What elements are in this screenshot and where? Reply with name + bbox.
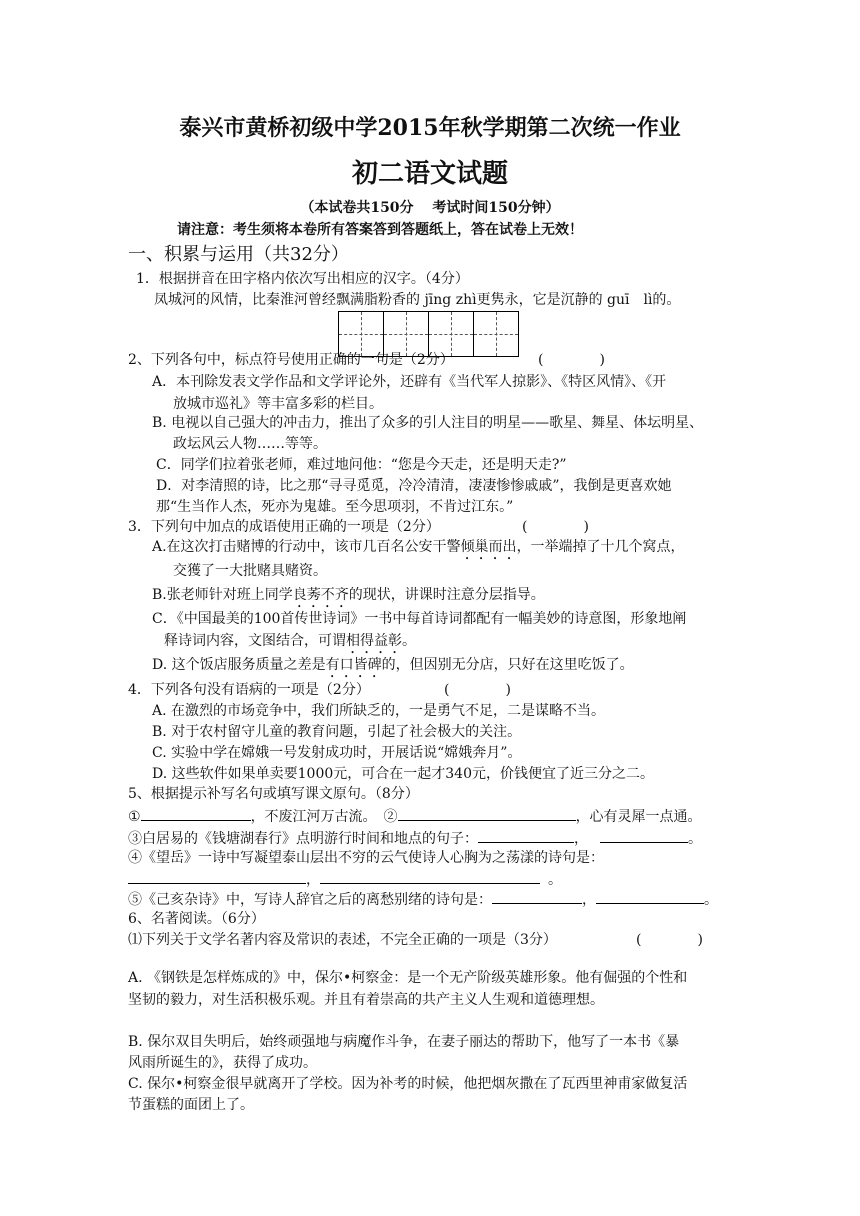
answer-blank xyxy=(492,889,582,904)
option-text: D. 这个饭店服务质量之差是 xyxy=(152,657,326,673)
option-text: 释诗词内容，文图结合，可谓 xyxy=(164,633,346,649)
answer-blank xyxy=(398,806,576,821)
dotted-idiom: 倾巢而出 xyxy=(460,539,517,555)
question-4-stem: 4．下列各句没有语病的一项是（2分） xyxy=(128,682,370,698)
line-text: ， xyxy=(582,892,596,908)
question-3-option-a xyxy=(152,538,685,563)
question-6-option-c-cont: 节蛋糕的面团上了。 xyxy=(128,1097,254,1113)
answer-blank xyxy=(128,869,306,884)
question-5-line-5 xyxy=(128,889,718,909)
exam-notice: 请注意：考生须将本卷所有答案答到答题纸上，答在试卷上无效！ xyxy=(177,222,583,238)
option-text: A.在这次打击赌博的行动中，该市几百名公安干警 xyxy=(152,539,461,555)
dotted-idiom: 有口皆碑 xyxy=(325,657,382,673)
option-text: ，一举端掉了十几个窝点， xyxy=(516,539,685,555)
question-4-option-d: D. 这些软件如果单卖要1000元，可合在一起才340元，价钱便宜了近三分之二。 xyxy=(152,766,654,782)
question-6-sub-1: ⑴下列关于文学名著内容及常识的表述，不完全正确的一项是（3分） xyxy=(128,932,557,948)
answer-blank xyxy=(320,869,540,884)
question-3-answer-paren: ( ) xyxy=(522,519,589,535)
line-text: 。 xyxy=(704,892,718,908)
question-6-option-c: C. 保尔•柯察金很早就离开了学校。因为补考的时候，他把烟灰撒在了瓦西里神甫家做复活 xyxy=(128,1076,688,1092)
question-5-line-1 xyxy=(128,806,702,826)
question-4-option-a: A. 在激烈的市场竞争中，我们所缺乏的，一是勇气不足，二是谋略不当。 xyxy=(152,703,606,719)
exam-subtitle: 初二语文试题 xyxy=(351,159,508,189)
answer-blank xyxy=(141,806,251,821)
question-2-option-c: C．同学们拉着张老师，难过地问他：“您是今天走，还是明天走?” xyxy=(156,457,567,473)
question-2-option-a: A．本刊除发表文学作品和文学评论外，还辟有《当代军人掠影》、《特区风情》、《开 xyxy=(152,374,667,390)
option-text: 。 xyxy=(402,633,416,649)
line-text: ③白居易的《钱塘湖春行》点明游行时间和地点的句子： xyxy=(128,831,478,847)
dotted-idiom: 良莠不齐 xyxy=(292,587,349,603)
grid-cell xyxy=(473,311,519,357)
dotted-idiom: 相得益彰 xyxy=(346,633,402,649)
question-4-option-b: B. 对于农村留守儿童的教育问题，引起了社会极大的关注。 xyxy=(152,724,522,740)
line-text: 。 xyxy=(548,872,562,888)
question-6-option-b: B. 保尔双目失明后，始终顽强地与病魔作斗争，在妻子丽达的帮助下，他写了一本书《暴 xyxy=(128,1034,680,1050)
question-5-line-3: ④《望岳》一诗中写凝望泰山层出不穷的云气使诗人心胸为之荡漾的诗句是： xyxy=(128,850,604,866)
question-4-option-c: C. 实验中学在嫦娥一号发射成功时，开展话说“嫦娥奔月”。 xyxy=(152,745,522,761)
question-6-option-a-cont: 坚韧的毅力，对生活积极乐观。并且有着崇高的共产主义人生观和道德理想。 xyxy=(128,992,604,1008)
line-text: ， xyxy=(306,872,320,888)
question-2-option-b: B. 电视以自己强大的冲击力，推出了众多的引人注目的明星——歌星、舞星、体坛明星、 xyxy=(152,415,704,431)
question-6-stem: 6、名著阅读。（6分） xyxy=(128,911,265,927)
answer-blank xyxy=(596,889,704,904)
line-text: ⑤《己亥杂诗》中，写诗人辞官之后的离愁别绪的诗句是： xyxy=(128,892,492,908)
option-text: 的，但因别无分店，只好在这里吃饭了。 xyxy=(381,657,634,673)
question-2-stem: 2、下列各句中，标点符号使用正确的一句是（2分） xyxy=(128,352,454,368)
exam-info: （本试卷共150分 考试时间150分钟） xyxy=(300,200,560,216)
question-2-option-b-cont: 政坛风云人物……等等。 xyxy=(173,436,327,452)
question-1-stem: 1．根据拼音在田字格内依次写出相应的汉字。（4分） xyxy=(136,271,469,287)
answer-blank xyxy=(600,828,688,843)
line-text: ， xyxy=(574,831,588,847)
question-6-answer-paren: ( ) xyxy=(636,932,703,948)
exam-title: 泰兴市黄桥初级中学2015年秋学期第二次统一作业 xyxy=(179,115,681,141)
question-5-line-4 xyxy=(128,869,562,889)
answer-blank xyxy=(478,828,574,843)
question-6-option-b-cont: 风雨所诞生的》，获得了成功。 xyxy=(128,1055,317,1071)
question-3-option-b xyxy=(152,586,545,611)
line-text: ① xyxy=(128,809,141,825)
question-2-option-d: D．对李清照的诗，比之那“寻寻觅觅，冷冷清清，凄凄惨惨戚戚”，我倒是更喜欢她 xyxy=(156,478,672,494)
option-text: 的现状，讲课时注意分层指导。 xyxy=(348,587,545,603)
option-text: B.张老师针对班上同学 xyxy=(152,587,293,603)
line-text: 。 xyxy=(688,831,702,847)
question-3-stem: 3．下列句中加点的成语使用正确的一项是（2分） xyxy=(128,519,440,535)
question-6-option-a: A. 《钢铁是怎样炼成的》中，保尔•柯察金：是一个无产阶级英雄形象。他有倔强的个性和 xyxy=(128,970,688,986)
question-3-option-d xyxy=(152,656,634,681)
question-3-option-c: C．《中国最美的100首传世诗词》一书中每首诗词都配有一幅美妙的诗意图，形象地阐 xyxy=(152,611,687,627)
section-heading: 一、积累与运用（共32分） xyxy=(128,244,349,265)
question-3-option-c-cont xyxy=(164,632,416,657)
line-text: ，不废江河万古流。 ② xyxy=(250,809,398,825)
question-4-answer-paren: ( ) xyxy=(444,682,511,698)
question-5-stem: 5、根据提示补写名句或填写课文原句。（8分） xyxy=(128,786,419,802)
question-2-answer-paren: ( ) xyxy=(538,352,605,368)
question-2-option-a-cont: 放城市巡礼》等丰富多彩的栏目。 xyxy=(173,396,383,412)
question-1-text: 凤城河的风情，比秦淮河曾经飘满脂粉香的 jīng zhì更隽永，它是沉静的 guī lì的。 xyxy=(154,292,681,308)
question-5-line-2 xyxy=(128,828,702,848)
question-2-option-d-cont: 那“生当作人杰，死亦为鬼雄。至今思项羽，不肯过江东。” xyxy=(156,499,514,515)
question-3-option-a-cont: 交獲了一大批赌具赌资。 xyxy=(173,563,327,579)
line-text: ，心有灵犀一点通。 xyxy=(575,809,702,825)
